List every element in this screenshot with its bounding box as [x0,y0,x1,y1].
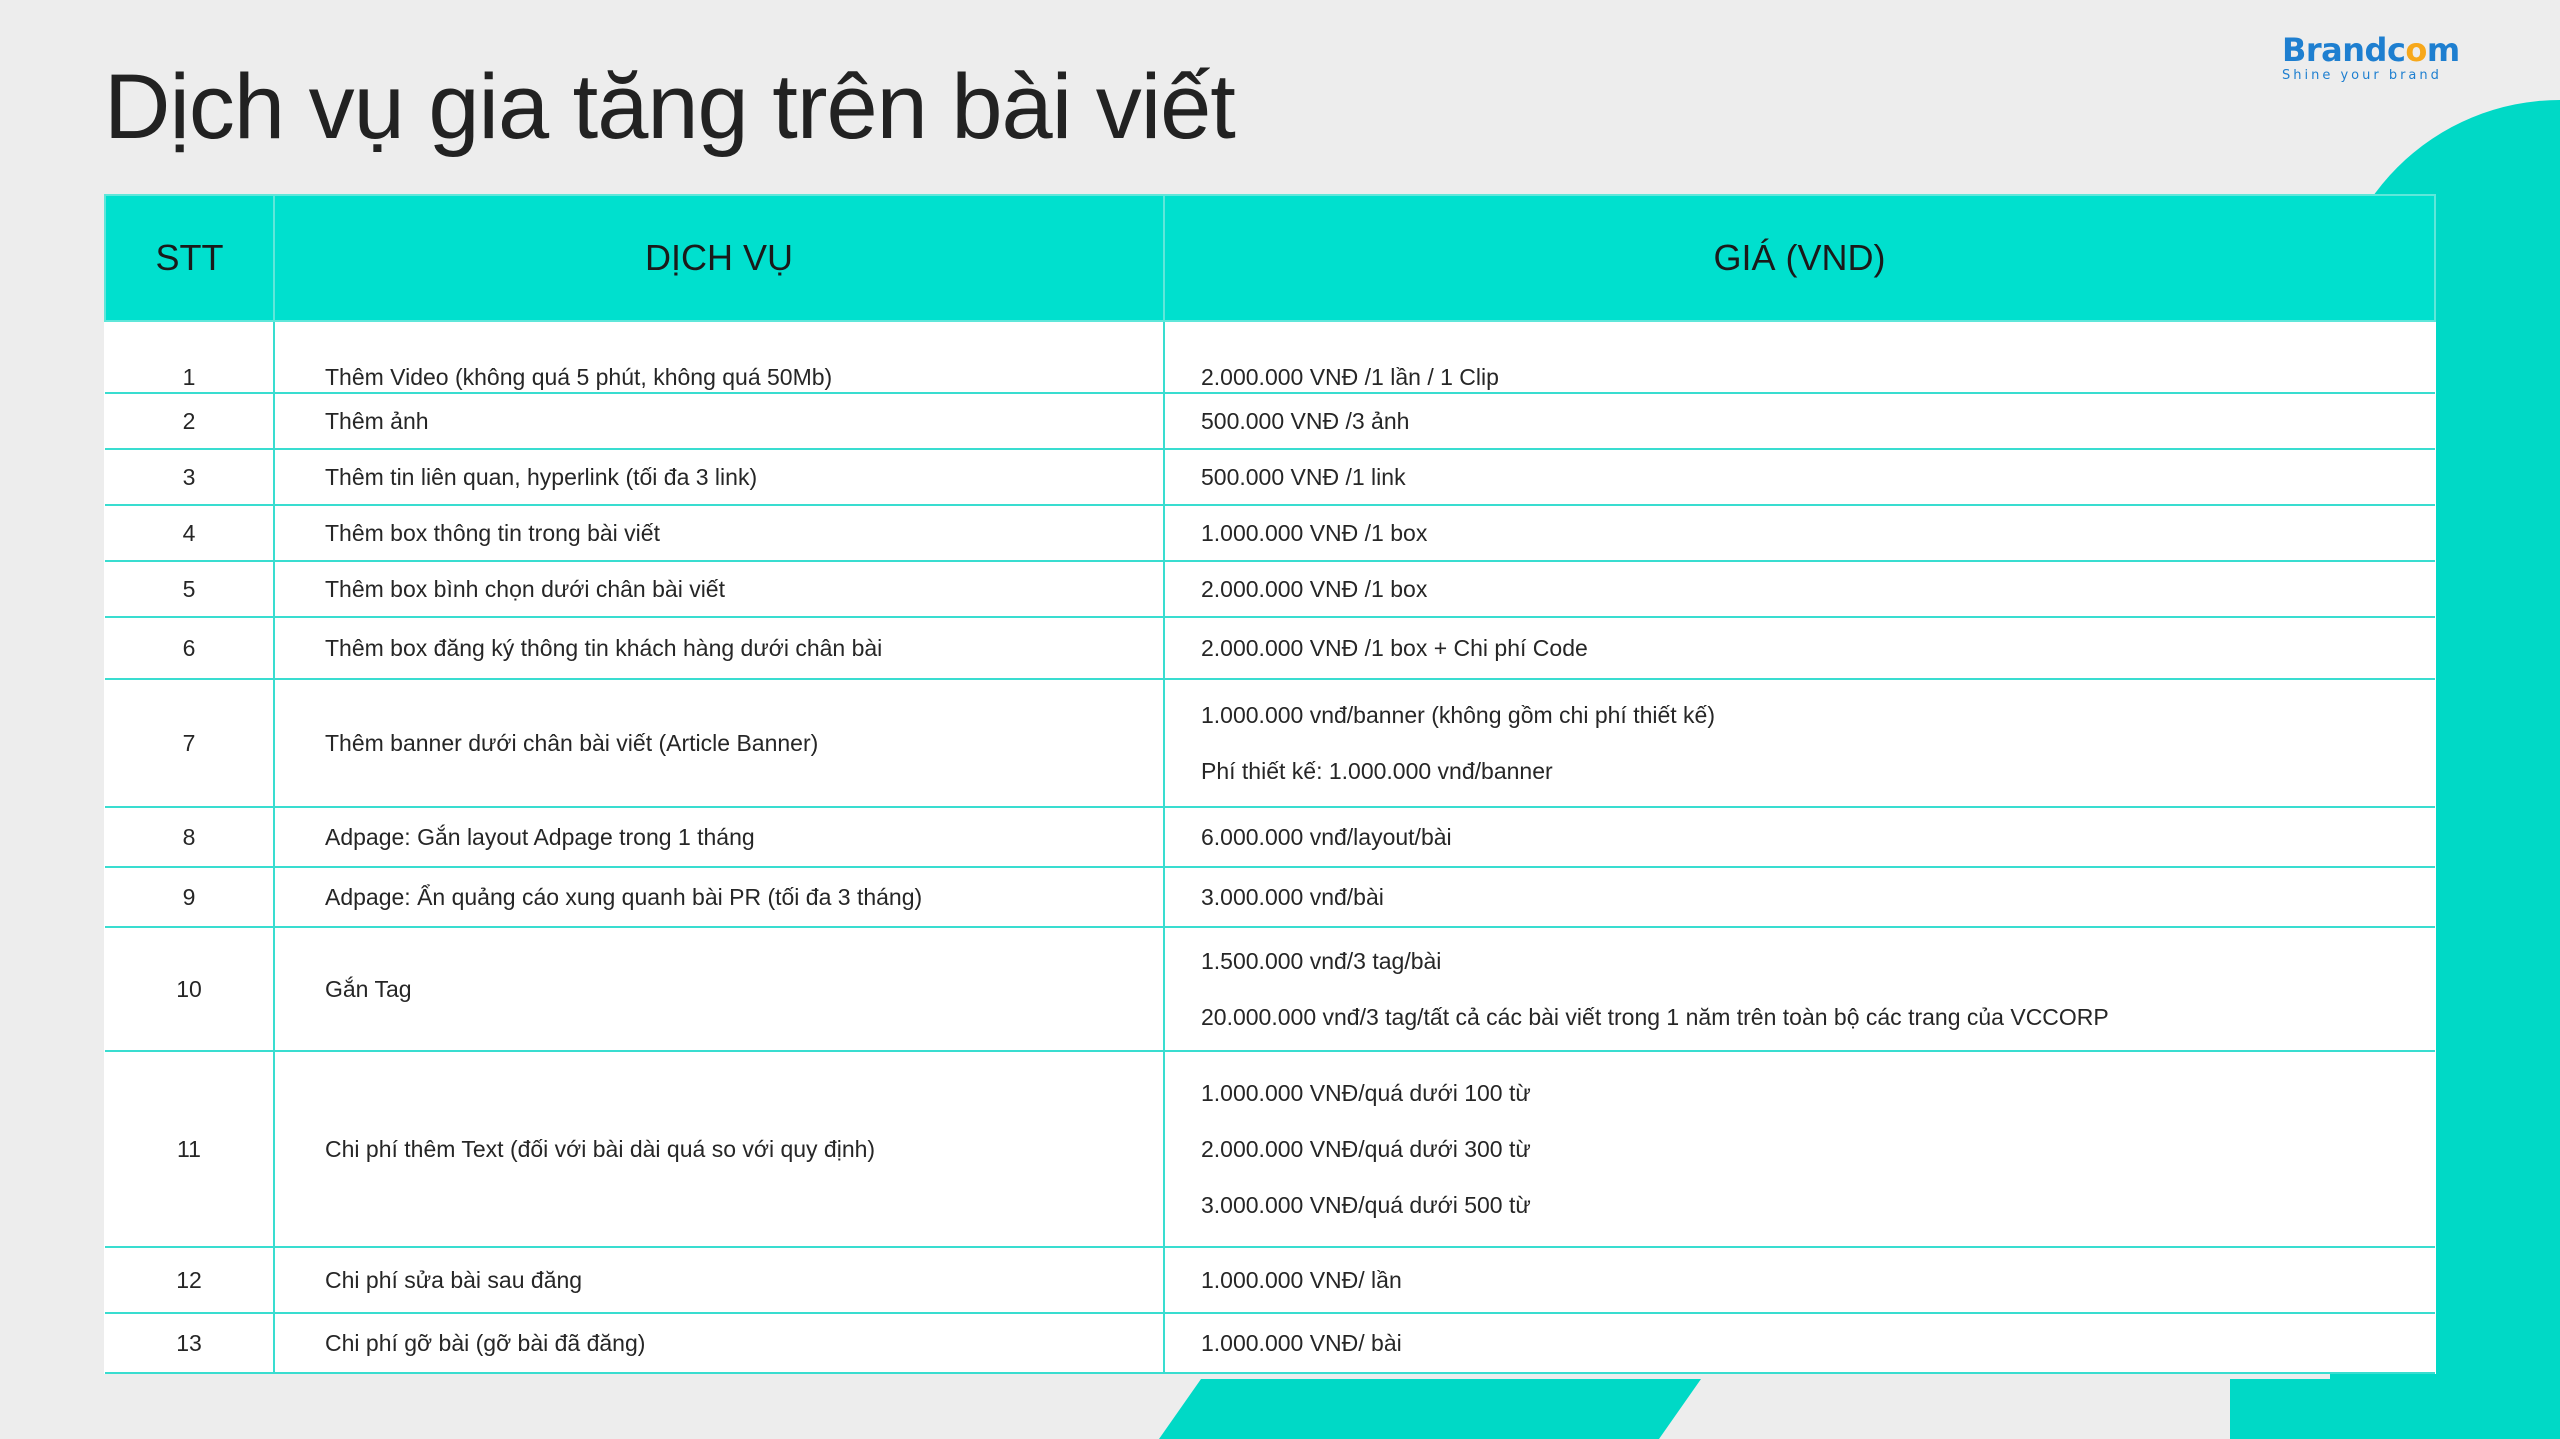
row-stt: 8 [105,807,274,867]
price-line: 1.000.000 VNĐ /1 box [1201,520,1428,546]
price-line: 1.000.000 VNĐ/quá dưới 100 từ [1201,1080,1531,1106]
row-stt: 3 [105,449,274,505]
row-service: Chi phí thêm Text (đối với bài dài quá so với quy định) [274,1051,1164,1247]
table-row [105,449,2435,505]
price-line: 500.000 VNĐ /3 ảnh [1201,408,1410,434]
row-price [1164,679,2435,807]
row-service: Thêm box bình chọn dưới chân bài viết [274,561,1164,617]
price-line: 2.000.000 VNĐ/quá dưới 300 từ [1201,1136,1531,1162]
row-stt: 10 [105,927,274,1051]
logo-tagline: Shine your brand [2282,68,2442,83]
row-price [1164,867,2435,927]
price-line: 2.000.000 VNĐ /1 box [1201,576,1428,602]
row-service: Thêm Video (không quá 5 phút, không quá 50Mb) [274,321,1164,393]
price-line: 6.000.000 vnđ/layout/bài [1201,824,1452,850]
table-row [105,1051,2435,1247]
row-price [1164,321,2435,393]
row-service: Thêm ảnh [274,393,1164,449]
row-price [1164,807,2435,867]
table-row [105,1313,2435,1373]
table-row [105,617,2435,679]
table-row [105,867,2435,927]
row-price [1164,449,2435,505]
row-stt: 12 [105,1247,274,1313]
row-service: Thêm banner dưới chân bài viết (Article Banner) [274,679,1164,807]
row-price [1164,1247,2435,1313]
table-row [105,679,2435,807]
table-row [105,505,2435,561]
row-service: Adpage: Gắn layout Adpage trong 1 tháng [274,807,1164,867]
table-row [105,321,2435,393]
page-title: Dịch vụ gia tăng trên bài viết [104,56,1235,158]
header-service: DỊCH VỤ [274,195,1164,321]
services-table [104,194,2436,1374]
table-row [105,927,2435,1051]
price-line: 1.000.000 VNĐ/ lần [1201,1267,1402,1293]
row-stt: 11 [105,1051,274,1247]
header-price: GIÁ (VND) [1164,195,2435,321]
row-stt: 6 [105,617,274,679]
row-service: Chi phí gỡ bài (gỡ bài đã đăng) [274,1313,1164,1373]
row-service: Adpage: Ẩn quảng cáo xung quanh bài PR (tối đa 3 tháng) [274,867,1164,927]
row-stt: 1 [105,321,274,393]
price-line: 1.000.000 vnđ/banner (không gồm chi phí thiết kế) [1201,702,1716,728]
header-stt: STT [105,195,274,321]
row-price [1164,561,2435,617]
row-service: Gắn Tag [274,927,1164,1051]
brandcom-logo [2282,31,2460,84]
price-line: 2.000.000 VNĐ /1 box + Chi phí Code [1201,635,1588,661]
table-row [105,1247,2435,1313]
table-row [105,561,2435,617]
row-service: Thêm tin liên quan, hyperlink (tối đa 3 link) [274,449,1164,505]
price-line: Phí thiết kế: 1.000.000 vnđ/banner [1201,758,1553,784]
row-price [1164,927,2435,1051]
row-stt: 7 [105,679,274,807]
row-stt: 2 [105,393,274,449]
price-line: 1.000.000 VNĐ/ bài [1201,1330,1402,1356]
row-price [1164,1051,2435,1247]
price-line: 1.500.000 vnđ/3 tag/bài [1201,948,1442,974]
row-service: Chi phí sửa bài sau đăng [274,1247,1164,1313]
row-stt: 13 [105,1313,274,1373]
table-row [105,393,2435,449]
row-price [1164,505,2435,561]
row-price [1164,617,2435,679]
decorative-teal-corner [2230,1379,2560,1439]
row-stt: 5 [105,561,274,617]
row-price [1164,1313,2435,1373]
decorative-teal-stripe [1159,1379,1701,1439]
table-row [105,807,2435,867]
price-line: 3.000.000 VNĐ/quá dưới 500 từ [1201,1192,1531,1218]
row-service: Thêm box thông tin trong bài viết [274,505,1164,561]
price-line: 2.000.000 VNĐ /1 lần / 1 Clip [1201,364,1499,390]
price-line: 20.000.000 vnđ/3 tag/tất cả các bài viết trong 1 năm trên toàn bộ các trang của VCCORP [1201,1004,2109,1030]
row-service: Thêm box đăng ký thông tin khách hàng dưới chân bài [274,617,1164,679]
row-stt: 4 [105,505,274,561]
price-line: 3.000.000 vnđ/bài [1201,884,1384,910]
table-header-row [105,195,2435,321]
price-line: 500.000 VNĐ /1 link [1201,464,1406,490]
row-stt: 9 [105,867,274,927]
logo-wordmark: Brandcom [2282,31,2460,69]
row-price [1164,393,2435,449]
